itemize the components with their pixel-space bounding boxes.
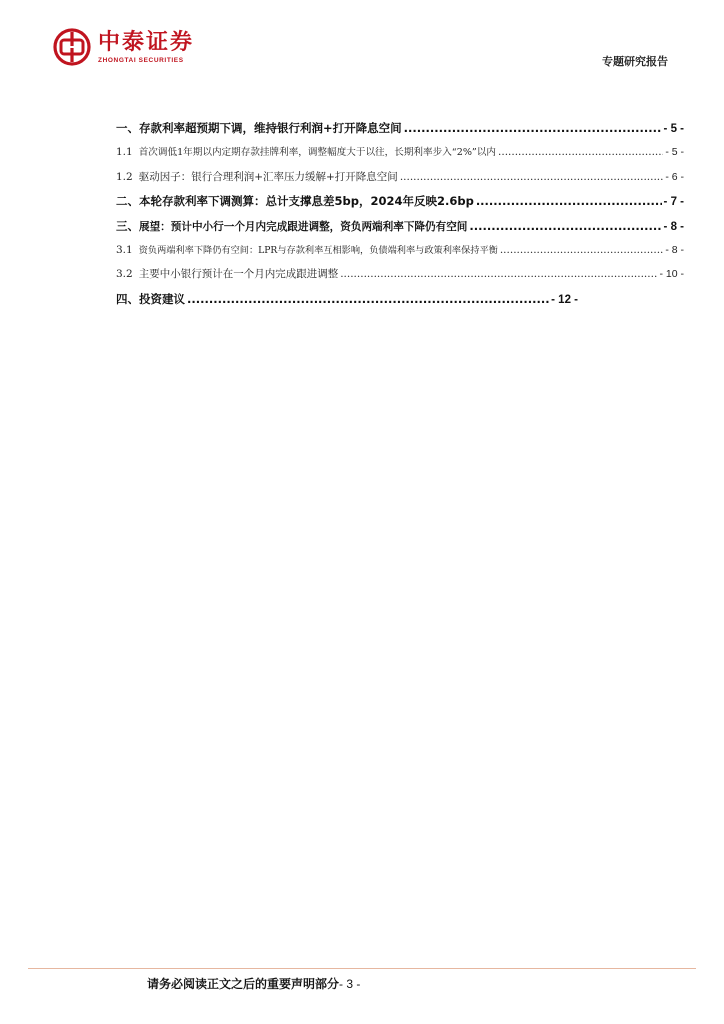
company-logo — [52, 27, 194, 67]
toc-leader-dots — [400, 167, 664, 187]
toc-entry-number: 3.2 — [116, 268, 133, 281]
toc-entry[interactable] — [116, 216, 684, 240]
toc-leader-dots — [404, 118, 662, 138]
toc-entry-number: 二、 — [116, 194, 139, 209]
toc-entry-title: 资负两端利率下降仍有空间：LPR与存款利率互相影响，负债端利率与政策利率保持平衡 — [138, 244, 498, 256]
report-type-label: 专题研究报告 — [602, 55, 668, 68]
toc-entry[interactable] — [116, 167, 684, 191]
toc-entry-page: - 12 - — [551, 293, 578, 306]
toc-entry-number: 一、 — [116, 121, 139, 135]
toc-leader-dots — [476, 191, 662, 211]
toc-entry-page: - 7 - — [663, 196, 684, 209]
toc-entry-page: - 8 - — [665, 243, 684, 256]
toc-entry-title: 驱动因子：银行合理利润+汇率压力缓解+打开降息空间 — [138, 170, 398, 183]
brand-name-en: ZHONGTAI SECURITIES — [98, 56, 184, 64]
footer-divider — [28, 968, 696, 969]
toc-entry-title: 首次调低1年期以内定期存款挂牌利率，调整幅度大于以往，长期利率步入“2%”以内 — [138, 147, 497, 159]
toc-leader-dots — [187, 289, 549, 309]
zhongtai-logo-icon — [52, 27, 92, 67]
toc-entry-page: - 6 - — [665, 170, 684, 183]
toc-entry-page: - 5 - — [663, 123, 684, 135]
toc-leader-dots — [469, 216, 661, 236]
toc-leader-dots — [340, 264, 657, 284]
toc-entry[interactable] — [116, 289, 578, 313]
toc-entry-number: 四、 — [116, 291, 139, 306]
toc-entry[interactable] — [116, 264, 684, 288]
table-of-contents — [116, 118, 684, 313]
toc-entry-number: 1.2 — [116, 170, 133, 183]
toc-entry-number: 3.1 — [116, 243, 133, 256]
toc-leader-dots — [498, 142, 663, 162]
toc-entry-page: - 5 - — [665, 146, 684, 159]
page-header — [0, 0, 724, 90]
toc-entry[interactable] — [116, 118, 684, 142]
toc-entry-page: - 8 - — [663, 220, 684, 233]
toc-entry[interactable] — [116, 191, 684, 215]
toc-entry[interactable] — [116, 142, 684, 166]
toc-entry-title: 投资建议 — [139, 291, 185, 306]
toc-leader-dots — [500, 240, 663, 260]
toc-entry-number: 三、 — [116, 218, 139, 233]
toc-entry[interactable] — [116, 240, 684, 264]
page-number: - 3 - — [339, 977, 361, 991]
toc-entry-title: 展望：预计中小行一个月内完成跟进调整，资负两端利率下降仍有空间 — [139, 220, 468, 233]
toc-entry-number: 1.1 — [116, 146, 133, 159]
toc-entry-title: 主要中小银行预计在一个月内完成跟进调整 — [138, 268, 339, 281]
toc-entry-title: 本轮存款利率下调测算：总计支撑息差5bp，2024年反映2.6bp — [139, 194, 474, 209]
page-footer — [147, 975, 360, 992]
brand-name-cn: 中泰证券 — [98, 29, 195, 55]
toc-entry-title: 存款利率超预期下调，维持银行利润+打开降息空间 — [139, 121, 402, 135]
toc-entry-page: - 10 - — [659, 268, 684, 281]
disclaimer-notice: 请务必阅读正文之后的重要声明部分 — [147, 977, 340, 991]
